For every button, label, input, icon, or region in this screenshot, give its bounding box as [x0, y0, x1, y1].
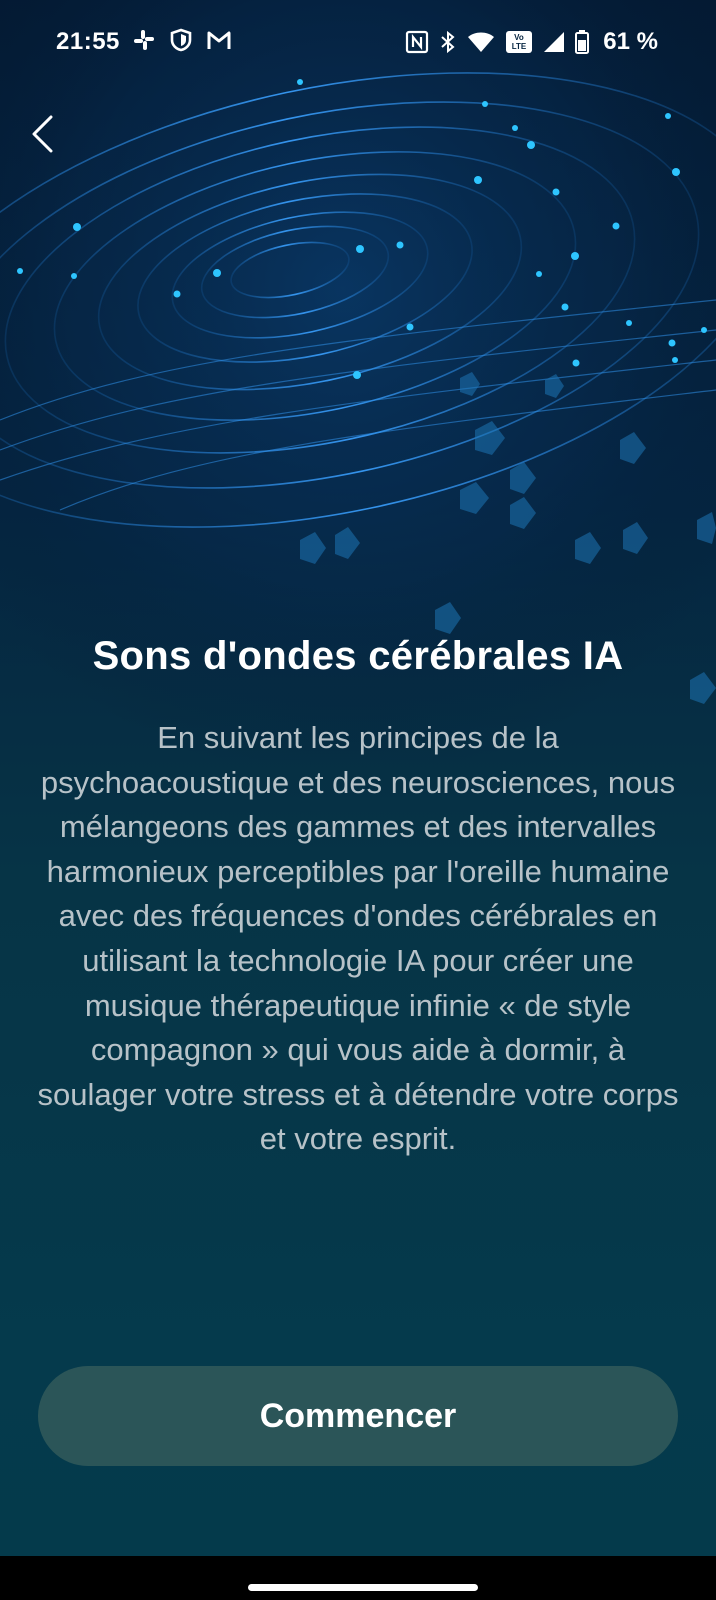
bluetooth-icon — [439, 30, 457, 54]
status-bar — [0, 0, 716, 84]
slack-icon — [132, 28, 156, 52]
battery-icon — [575, 30, 589, 54]
chevron-left-icon — [29, 114, 55, 154]
navigation-bar — [0, 1556, 716, 1600]
start-button-label: Commencer — [259, 1396, 457, 1435]
svg-text:Vo: Vo — [514, 33, 525, 42]
shield-icon — [170, 28, 192, 52]
volte-icon — [505, 30, 533, 54]
back-button[interactable] — [20, 108, 64, 160]
nfc-icon — [405, 30, 429, 54]
signal-icon — [543, 31, 565, 53]
status-notification-icons — [132, 28, 232, 52]
svg-text:LTE: LTE — [512, 42, 527, 51]
page-title: Sons d'ondes cérébrales IA — [92, 634, 624, 678]
gmail-icon — [206, 29, 232, 51]
description-text: En suivant les principes de la psychoacoustique et des neurosciences, nous mélangeons des gammes et des intervalles harmonieux perceptibles par l'oreille humaine avec des fréquences d'ondes cérébrales en utilisant la technologie IA pour créer une musique thérapeutique infinie « de style compagnon » qui vous aide à dormir, à soulager votre stress et à détendre votre corps et votre esprit. — [37, 720, 679, 1157]
home-indicator[interactable] — [248, 1584, 478, 1591]
start-button[interactable] — [38, 1366, 678, 1466]
wifi-icon — [467, 31, 495, 53]
battery-percent: 61 % — [603, 28, 658, 55]
status-system-icons — [405, 28, 658, 56]
status-time: 21:55 — [56, 28, 120, 55]
